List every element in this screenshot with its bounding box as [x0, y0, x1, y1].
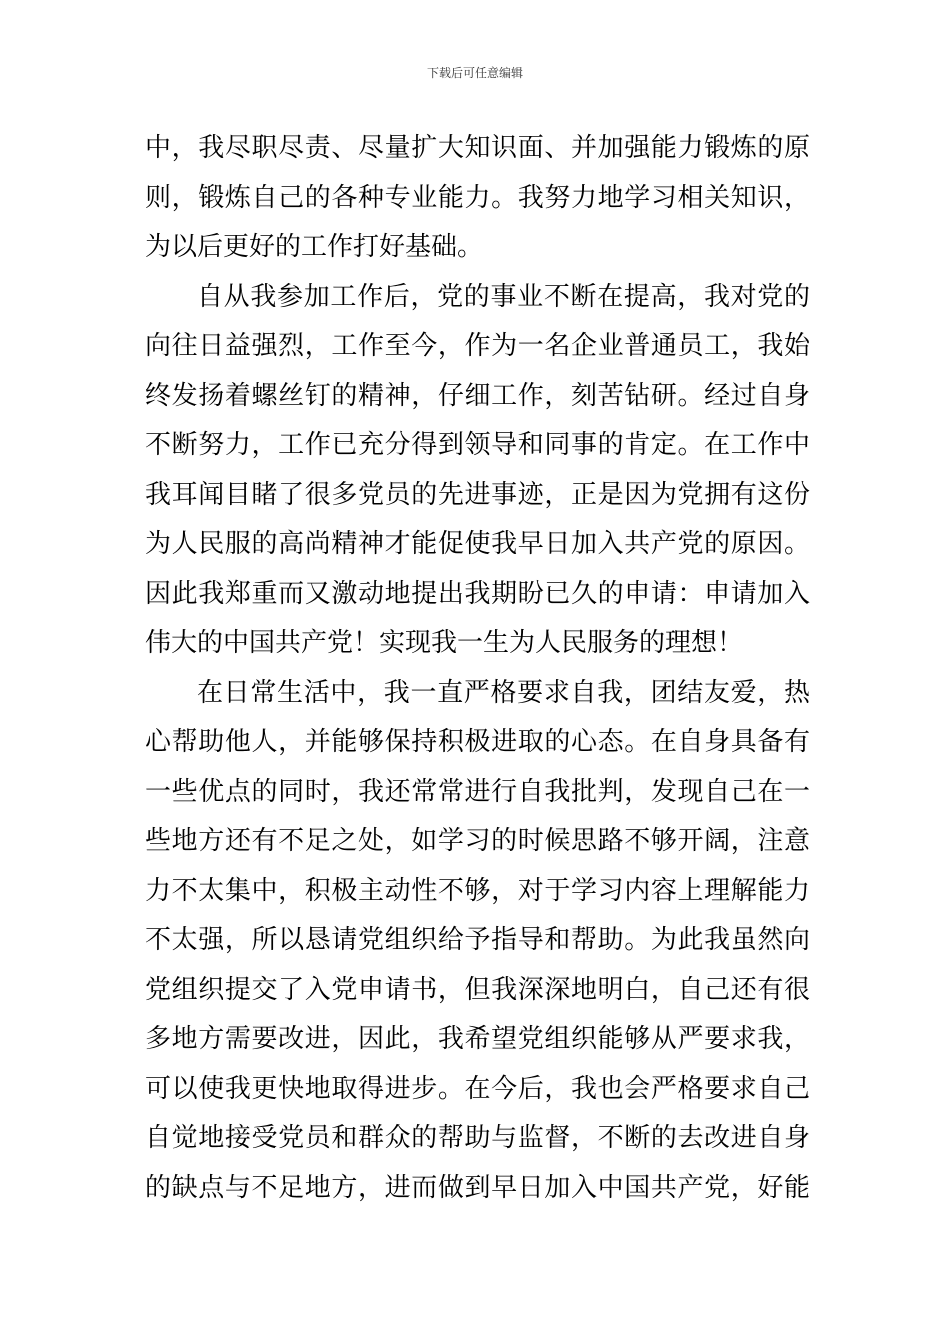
text-line: 自从我参加工作后，党的事业不断在提高，我对党的 [197, 281, 810, 312]
text-line: 多地方需要改进，因此，我希望党组织能够从严要求我， [145, 1024, 810, 1054]
page-header: 下载后可任意编辑 [426, 66, 523, 80]
text-line: 的缺点与不足地方，进而做到早日加入中国共产党，好能 [145, 1172, 810, 1203]
text-line: 一些优点的同时，我还常常进行自我批判，发现自己在一 [145, 776, 810, 807]
text-line: 在日常生活中，我一直严格要求自我，团结友爱，热 [197, 677, 810, 708]
text-line: 党组织提交了入党申请书，但我深深地明白，自己还有很 [145, 974, 810, 1005]
text-line: 力不太集中，积极主动性不够，对于学习内容上理解能力 [145, 875, 810, 906]
text-line: 伟大的中国共产党！实现我一生为人民服务的理想！ [145, 628, 744, 658]
text-line: 中，我尽职尽责、尽量扩大知识面、并加强能力锻炼的原 [145, 133, 810, 163]
document-body [145, 124, 810, 1213]
text-line: 我耳闻目睹了很多党员的先进事迹，正是因为党拥有这份 [145, 479, 810, 510]
text-line: 因此我郑重而又激动地提出我期盼已久的申请：申请加入 [145, 578, 810, 609]
text-line: 不太强，所以恳请党组织给予指导和帮助。为此我虽然向 [145, 925, 810, 955]
text-line: 终发扬着螺丝钉的精神，仔细工作，刻苦钻研。经过自身 [145, 380, 810, 411]
text-line: 些地方还有不足之处，如学习的时候思路不够开阔，注意 [145, 826, 810, 856]
text-line: 为人民服的高尚精神才能促使我早日加入共产党的原因。 [145, 529, 810, 559]
text-line: 则，锻炼自己的各种专业能力。我努力地学习相关知识， [145, 182, 810, 213]
text-line: 向往日益强烈，工作至今，作为一名企业普通员工，我始 [145, 331, 810, 361]
text-line: 不断努力，工作已充分得到领导和同事的肯定。在工作中 [145, 430, 810, 460]
text-line: 为以后更好的工作打好基础。 [145, 232, 484, 262]
text-line: 心帮助他人，并能够保持积极进取的心态。在自身具备有 [145, 727, 810, 757]
text-line: 自觉地接受党员和群众的帮助与监督，不断的去改进自身 [145, 1123, 810, 1153]
text-line: 可以使我更快地取得进步。在今后，我也会严格要求自己 [145, 1073, 810, 1104]
